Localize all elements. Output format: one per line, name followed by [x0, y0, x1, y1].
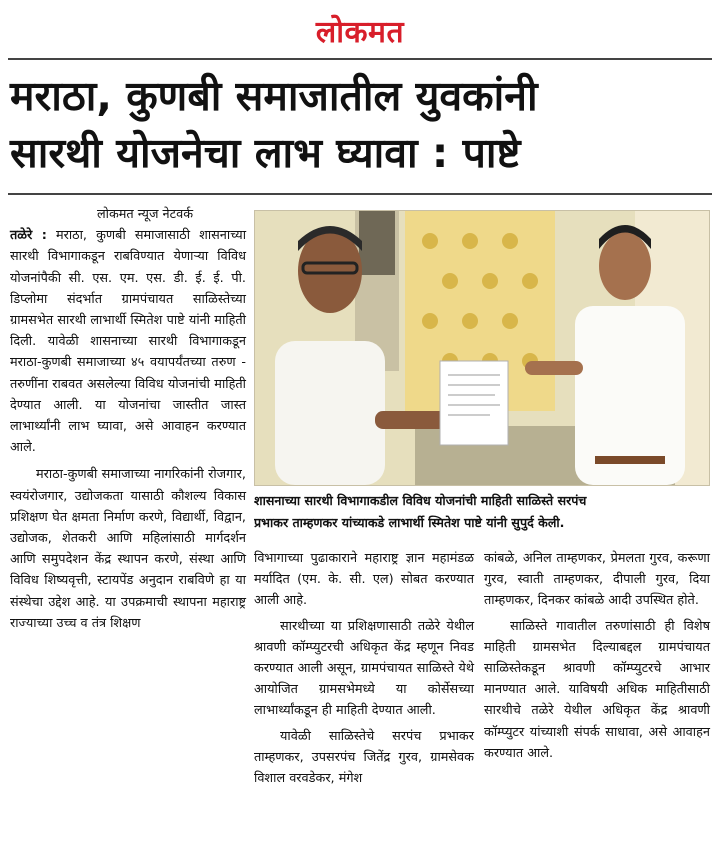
dateline: तळेरे : — [10, 228, 47, 244]
certificate-document — [440, 361, 508, 445]
paragraph-3: विभागाच्या पुढाकाराने महाराष्ट्र ज्ञान महामंडळ मर्यादित (एम. के. सी. एल) सोबत करण्यात आली आहे. — [254, 551, 474, 609]
top-rule — [8, 58, 712, 60]
caption-line-1: शासनाच्या सारथी विभागाकडील विविध योजनांची माहिती साळिस्ते सरपंच — [254, 493, 587, 508]
news-photo — [254, 210, 710, 486]
paragraph-5: यावेळी साळिस्तेचे सरपंच प्रभाकर ताम्हणकर, उपसरपंच जितेंद्र गुरव, ग्रामसेवक विशाल वरवडेकर, मंगेश — [254, 728, 474, 787]
headline-rule — [8, 193, 712, 195]
paragraph-4: सारथीच्या या प्रशिक्षणासाठी तळेरे येथील श्रावणी कॉम्प्युटरची अधिकृत केंद्र म्हणून निवड करण्यात आली असून, ग्रामपंचायत साळिस्ते येथे आयोजित ग्रामसभेमध्ये या कोर्सेसच्या लाभार्थ्यांकडून ही माहिती देण्यात आली. — [254, 618, 474, 719]
masthead — [0, 0, 720, 54]
article-column-left — [10, 204, 246, 634]
window-pane — [359, 211, 395, 275]
photo-illustration — [255, 211, 709, 485]
paragraph-6: कांबळे, अनिल ताम्हणकर, प्रेमलता गुरव, करूणा गुरव, स्वाती ताम्हणकर, दीपाली गुरव, दिया ताम्हणकर, दिनकर कांबळे आदी उपस्थित होते. — [484, 551, 710, 609]
lead-paragraph — [10, 225, 246, 458]
article-column-right — [484, 548, 710, 764]
lead-paragraph-text: मराठा, कुणबी समाजासाठी शासनाच्या सारथी विभागाकडून राबविण्यात येणाऱ्या विविध योजनांपैकी सी. एस. एम. एस. डी. ई. ई. पी. डिप्लोमा संदर्भात ग्रामपंचायत साळिस्तेच्या ग्रामसभेत सारथी लाभार्थी स्मितेश पाष्टे यांनी माहिती दिली. यावेळी शासनाच्या सारथी विभागाकडून मराठा-कुणबी समाजाच्या ४५ वयापर्यंतच्या तरुण - तरुणींना राबवत असलेल्या विविध योजनांची माहिती देण्यात आली. या योजनांचा जास्तीत जास्त लाभार्थ्यांनी लाभ घ्यावा, असे आवाहन करण्यात आले. — [10, 228, 247, 456]
article-column-middle — [254, 548, 474, 789]
photo-caption — [254, 490, 712, 542]
headline-line-1: मराठा, कुणबी समाजातील युवकांनी — [10, 72, 538, 120]
paragraph-2: मराठा-कुणबी समाजाच्या नागरिकांनी रोजगार, स्वयंरोजगार, उद्योजकता यासाठी कौशल्य विकास प्रशिक्षण घेत क्षमता निर्माण करणे, विद्यार्थी, विद्वान, उद्योजक, शेतकरी आणि महिलांसाठी मार्गदर्शन आणि समुपदेशन केंद्र स्थापन करणे, संस्था आणि विविध शिष्यवृत्ती, स्टायपेंड अनुदान राबविणे हा या संस्थेचा उद्देश आहे. या उपक्रमाची स्थापना महाराष्ट्र राज्याच्या उच्च व तंत्र शिक्षण — [10, 467, 246, 631]
caption-line-2: प्रभाकर ताम्हणकर यांच्याकडे लाभार्थी स्मितेश पाष्टे यांनी सुपुर्द केली. — [254, 515, 565, 530]
headline — [10, 68, 710, 182]
newspaper-logo: लोकमत — [315, 15, 405, 50]
headline-line-2: सारथी योजनेचा लाभ घ्यावा : पाष्टे — [10, 129, 521, 177]
paragraph-7: साळिस्ते गावातील तरुणांसाठी ही विशेष माहिती ग्रामसभेत दिल्याबद्दल ग्रामपंचायत साळिस्तेकडून श्रावणी कॉम्प्युटरचे आभार मानण्यात आले. याविषयी अधिक माहितीसाठी सारथीचे तळेरे येथील अधिकृत केंद्र श्रावणी कॉम्प्युटर यांच्याशी संपर्क साधावा, असे आवाहन करण्यात आले. — [484, 618, 710, 761]
byline: लोकमत न्यूज नेटवर्क — [96, 207, 194, 222]
